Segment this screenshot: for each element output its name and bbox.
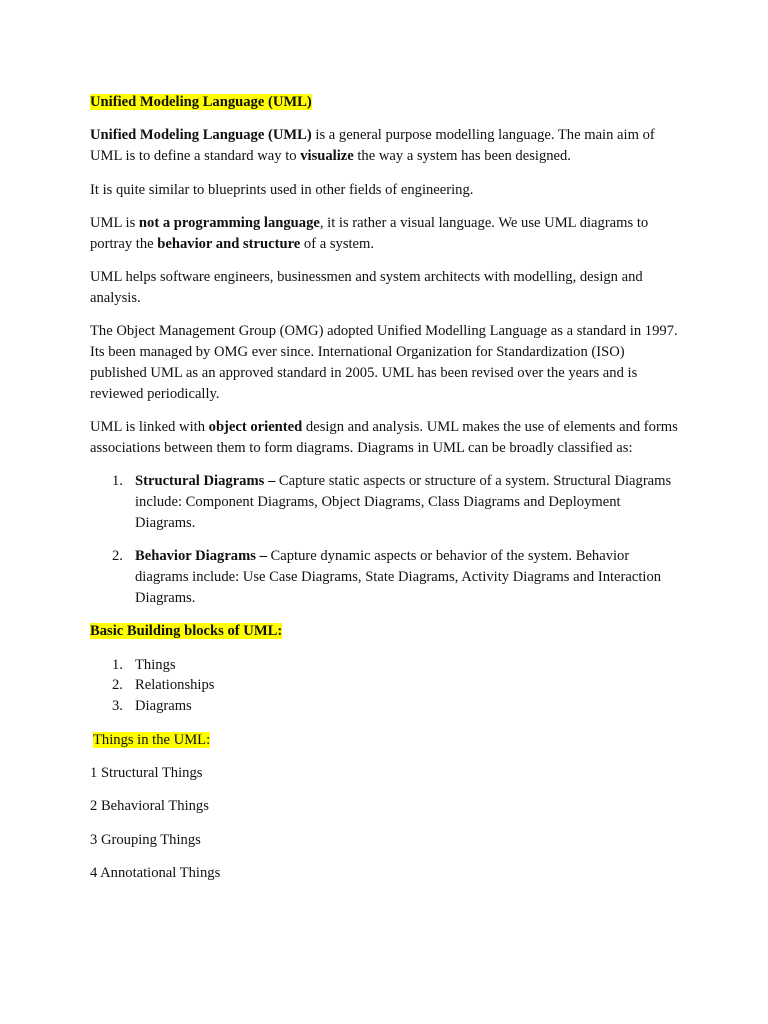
list-item-text: Things [135, 656, 176, 673]
helps-paragraph: UML helps software engineers, businessmen and system architects with modelling, design and analysis. [90, 269, 643, 306]
building-blocks-list [90, 655, 680, 717]
visual-language-paragraph [90, 213, 680, 255]
vl-bold-2: behavior and structure [157, 235, 301, 252]
vl-text-2: , it is rather a visual language. We use UML diagrams to portray the [90, 214, 649, 252]
list-item-text: Diagrams [135, 698, 192, 715]
title-text: Unified Modeling Language (UML) [90, 94, 312, 110]
vl-text-1: UML is [90, 214, 139, 231]
list-item-text: Capture static aspects or structure of a system. Structural Diagrams include: Component Diagrams, Object Diagrams, Class Diagrams and Deployment Diagrams. [135, 473, 672, 531]
vl-bold-1: not a programming language [138, 214, 320, 231]
things-heading-text: Things in the UML: [93, 731, 211, 748]
list-item-text: Capture dynamic aspects or behavior of the system. Behavior diagrams include: Use Case Diagrams, State Diagrams, Activity Diagrams and Interaction Diagrams. [135, 548, 662, 606]
oo-bold: object oriented [208, 419, 303, 436]
things-item: 1 Structural Things [90, 765, 203, 782]
intro-text: is a general purpose modelling language. The main aim of UML is to define a standard way to [90, 127, 655, 165]
document-title [90, 92, 680, 113]
things-item: 2 Behavioral Things [90, 798, 209, 815]
list-item [90, 696, 680, 717]
oo-text-2: design and analysis. UML makes the use of elements and forms associations between them to form diagrams. Diagrams in UML can be broadly classified as: [90, 419, 678, 456]
things-heading [90, 730, 680, 751]
list-item [90, 655, 680, 676]
list-item-bold: Structural Diagrams – [135, 473, 276, 490]
diagram-types-list [90, 471, 680, 608]
object-oriented-paragraph [90, 417, 680, 459]
omg-paragraph: The Object Management Group (OMG) adopted Unified Modelling Language as a standard in 1997. Its been managed by OMG ever since. International Organization for Standardization (ISO) published UML as an approved standard in 2005. UML has been revised over the years and is reviewed periodically. [90, 323, 678, 402]
blueprint-paragraph: It is quite similar to blueprints used in other fields of engineering. [90, 181, 474, 198]
list-number: 1. [112, 656, 123, 673]
list-number: 1. [112, 473, 123, 490]
list-number: 2. [112, 548, 123, 565]
intro-bold-term: Unified Modeling Language (UML) [90, 127, 312, 144]
document-page [90, 92, 680, 884]
intro-text-end: the way a system has been designed. [353, 148, 571, 165]
list-item [90, 471, 680, 533]
list-number: 3. [112, 698, 123, 715]
list-item-bold: Behavior Diagrams – [135, 548, 267, 565]
building-blocks-heading [90, 621, 680, 642]
intro-bold-visualize: visualize [300, 148, 354, 165]
list-item-text: Relationships [135, 677, 215, 694]
intro-paragraph [90, 125, 680, 167]
building-blocks-heading-text: Basic Building blocks of UML: [90, 623, 283, 640]
list-item [90, 546, 680, 608]
list-item [90, 675, 680, 696]
vl-text-3: of a system. [300, 235, 375, 252]
things-item: 4 Annotational Things [90, 865, 221, 882]
things-item: 3 Grouping Things [90, 831, 201, 848]
list-number: 2. [112, 677, 123, 694]
oo-text-1: UML is linked with [90, 419, 209, 436]
